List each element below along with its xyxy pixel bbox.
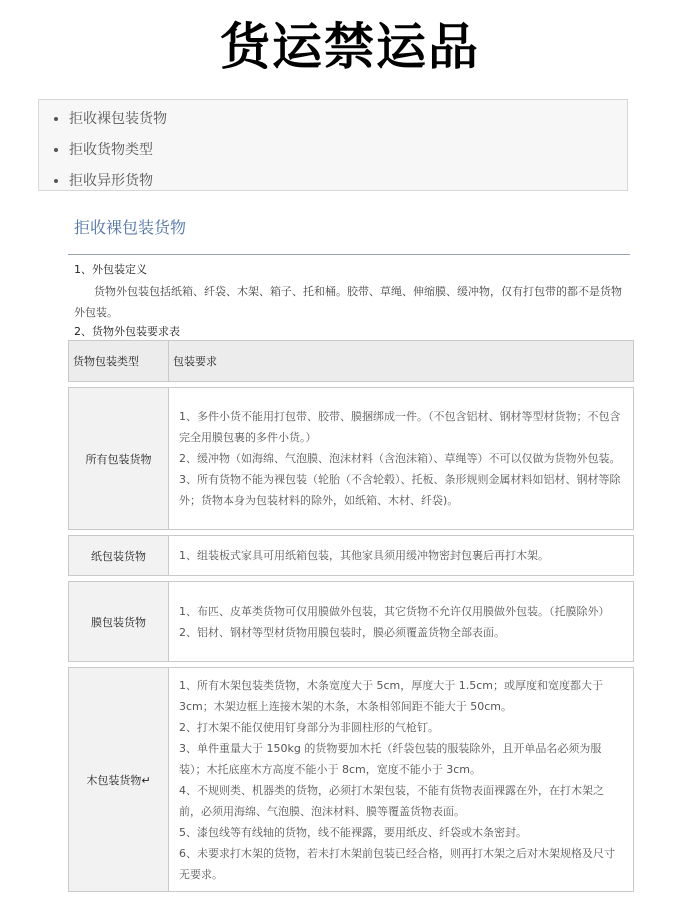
heading-divider (68, 254, 630, 255)
requirement-line: 5、漆包线等有线轴的货物，线不能裸露，要用纸皮、纤袋或木条密封。 (179, 825, 527, 839)
packaging-definition-paragraph: 货物外包装包括纸箱、纤袋、木架、箱子、托和桶。胶带、草绳、伸缩膜、缓冲物，仅有打包带的都不是货物外包装。 (74, 285, 622, 319)
requirements-cell (169, 388, 634, 530)
toc-link[interactable]: 拒收异形货物 (69, 173, 153, 189)
toc-item-irregular-cargo[interactable] (69, 166, 627, 197)
table-of-contents (38, 99, 628, 191)
table-row (69, 582, 634, 662)
requirements-cell (169, 582, 634, 662)
packaging-type-cell: 纸包装货物 (69, 536, 169, 576)
toc-link[interactable]: 拒收裸包装货物 (69, 111, 167, 127)
section-heading: 拒收裸包装货物 (74, 218, 187, 237)
toc-item-cargo-types[interactable] (69, 135, 627, 166)
page-title: 货运禁运品 (220, 17, 480, 76)
table-row (69, 388, 634, 530)
table-row (69, 668, 634, 892)
requirement-line: 1、组装板式家具可用纸箱包装，其他家具须用缓冲物密封包裹后再打木架。 (179, 549, 549, 562)
header-packaging-type: 货物包装类型 (69, 341, 169, 382)
packaging-type-cell: 木包装货物↵ (69, 668, 169, 892)
table-header-row (69, 341, 634, 382)
toc-link[interactable]: 拒收货物类型 (69, 142, 153, 158)
requirement-line: 2、铝材、钢材等型材货物用膜包装时，膜必须覆盖货物全部表面。 (179, 625, 505, 639)
header-packaging-requirements: 包装要求 (169, 341, 634, 382)
requirements-cell (169, 668, 634, 892)
requirement-line: 2、缓冲物（如海绵、气泡膜、泡沫材料（含泡沫箱）、草绳等）不可以仅做为货物外包装。 (179, 452, 621, 465)
requirement-line: 4、不规则类、机器类的货物，必须打木架包装，不能有货物表面裸露在外，在打木架之前，必须用海绵、气泡膜、泡沫材料、膜等覆盖货物表面。 (179, 783, 604, 818)
requirement-line: 1、多件小货不能用打包带、胶带、膜捆绑成一件。（不包含铝材、钢材等型材货物；不包含完全用膜包裹的多件小货。） (179, 410, 621, 444)
packaging-requirements-table (68, 340, 634, 892)
subheading-packaging-definition: 1、外包装定义 (74, 263, 147, 276)
requirements-cell (169, 536, 634, 576)
packaging-type-cell: 所有包装货物 (69, 388, 169, 530)
subheading-requirements-table: 2、货物外包装要求表 (74, 325, 180, 338)
toc-item-naked-packaging[interactable] (69, 104, 627, 135)
requirement-line: 1、布匹、皮革类货物可仅用膜做外包装，其它货物不允许仅用膜做外包装。（托膜除外） (179, 604, 610, 618)
requirement-line: 3、单件重量大于 150kg 的货物要加木托（纤袋包装的服装除外，且开单品名必须为服装）；木托底座木方高度不能小于 8cm，宽度不能小于 3cm。 (179, 741, 602, 776)
requirement-line: 3、所有货物不能为裸包装（轮胎（不含轮毂）、托板、条形规则金属材料如铝材、钢材等除外；货物本身为包装材料的除外，如纸箱、木材、纤袋)。 (179, 473, 621, 507)
requirement-line: 1、所有木架包装类货物，木条宽度大于 5cm，厚度大于 1.5cm；或厚度和宽度都大于 3cm；木架边框上连接木架的木条，木条相邻间距不能大于 50cm。 (179, 678, 604, 713)
table-row (69, 536, 634, 576)
packaging-type-cell: 膜包装货物 (69, 582, 169, 662)
requirement-line: 2、打木架不能仅使用钉身部分为非圆柱形的气枪钉。 (179, 720, 439, 734)
requirement-line: 6、未要求打木架的货物，若未打木架前包装已经合格，则再打木架之后对木架规格及尺寸无要求。 (179, 846, 615, 881)
